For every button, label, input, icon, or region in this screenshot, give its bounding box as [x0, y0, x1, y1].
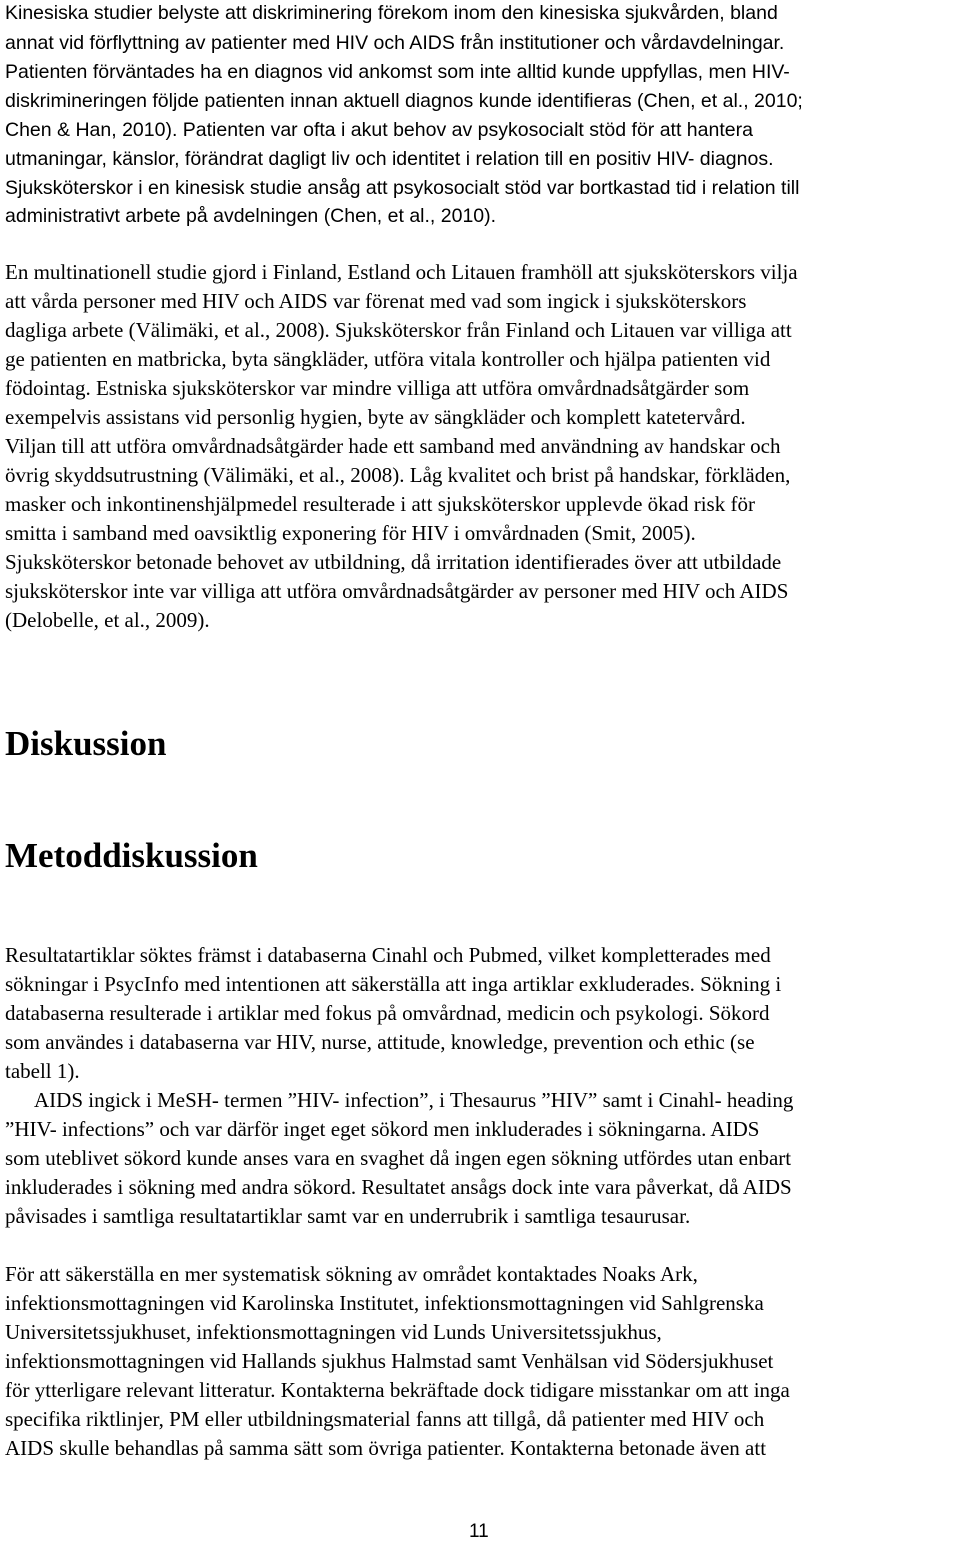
text-line: sjuksköterskor inte var villiga att utföra omvårdnadsåtgärder av personer med HIV och AIDS — [5, 579, 789, 603]
text-line: sökningar i PsycInfo med intentionen att säkerställa att inga artiklar exkluderades. Sökning i — [5, 972, 782, 996]
text-line: för ytterligare relevant litteratur. Kontakterna bekräftade dock tidigare misstankar om att inga — [5, 1378, 790, 1402]
text-line: Sjuksköterskor betonade behovet av utbildning, då irritation identifierades över att utbildade — [5, 550, 782, 574]
text-line: annat vid förflyttning av patienter med HIV och AIDS från institutioner och vårdavdelningar. — [5, 32, 785, 54]
text-line: Kinesiska studier belyste att diskriminering förekom inom den kinesiska sjukvården, bland — [5, 2, 778, 24]
subsection-heading: Metoddiskussion — [5, 836, 258, 875]
text-line: Viljan till att utföra omvårdnadsåtgärder hade ett samband med användning av handskar och — [5, 434, 781, 458]
page-number: 11 — [469, 1521, 489, 1542]
text-line: specifika riktlinjer, PM eller utbildningsmaterial fanns att tillgå, då patienter med HIV och — [5, 1407, 765, 1431]
text-line: AIDS skulle behandlas på samma sätt som övriga patienter. Kontakterna betonade även att — [5, 1436, 767, 1460]
text-line: administrativt arbete på avdelningen (Chen, et al., 2010). — [5, 205, 497, 227]
text-line: att vårda personer med HIV och AIDS var förenat med vad som ingick i sjuksköterskors — [5, 289, 747, 313]
text-line: inkluderades i sökning med andra sökord. Resultatet ansågs dock inte vara påverkat, då AIDS — [5, 1175, 792, 1199]
text-line: tabell 1). — [5, 1059, 80, 1083]
text-line: Patienten förväntades ha en diagnos vid ankomst som inte alltid kunde uppfyllas, men HIV- — [5, 61, 790, 83]
text-line: Universitetssjukhuset, infektionsmottagningen vid Lunds Universitetssjukhus, — [5, 1320, 662, 1344]
text-line: smitta i samband med oavsiktlig exponering för HIV i omvårdnaden (Smit, 2005). — [5, 521, 696, 545]
text-line: födointag. Estniska sjuksköterskor var mindre villiga att utföra omvårdnadsåtgärder som — [5, 376, 750, 400]
text-line: ge patienten en matbricka, byta sängkläder, utföra vitala kontroller och hjälpa patienten vid — [5, 347, 771, 371]
text-line: exempelvis assistans vid personlig hygien, byte av sängkläder och komplett katetervård. — [5, 405, 746, 429]
text-line: Resultatartiklar söktes främst i databaserna Cinahl och Pubmed, vilket kompletterades med — [5, 943, 771, 967]
text-line: som användes i databaserna var HIV, nurse, attitude, knowledge, prevention och ethic (se — [5, 1030, 755, 1054]
text-line: masker och inkontinenshjälpmedel resulterade i att sjuksköterskor upplevde ökad risk för — [5, 492, 755, 516]
text-line: (Delobelle, et al., 2009). — [5, 608, 210, 632]
text-line: dagliga arbete (Välimäki, et al., 2008). Sjuksköterskor från Finland och Litauen var villiga att — [5, 318, 792, 342]
text-line: infektionsmottagningen vid Hallands sjukhus Halmstad samt Venhälsan vid Södersjukhuset — [5, 1349, 774, 1373]
text-line: Chen & Han, 2010). Patienten var ofta i akut behov av psykosocialt stöd för att hantera — [5, 119, 753, 141]
text-line: utmaningar, känslor, förändrat dagligt liv och identitet i relation till en positiv HIV- diagnos. — [5, 148, 774, 170]
text-line: infektionsmottagningen vid Karolinska Institutet, infektionsmottagningen vid Sahlgrenska — [5, 1291, 764, 1315]
section-heading: Diskussion — [5, 724, 167, 763]
text-line: övrig skyddsutrustning (Välimäki, et al., 2008). Låg kvalitet och brist på handskar, förkläden, — [5, 463, 791, 487]
text-line: diskrimineringen följde patienten innan aktuell diagnos kunde identifieras (Chen, et al., 2010; — [5, 90, 803, 112]
text-line: databaserna resulterade i artiklar med fokus på omvårdnad, medicin och psykologi. Sökord — [5, 1001, 770, 1025]
text-line: som uteblivet sökord kunde anses vara en svaghet då ingen egen sökning utfördes utan enbart — [5, 1146, 792, 1170]
text-line: För att säkerställa en mer systematisk sökning av området kontaktades Noaks Ark, — [5, 1262, 698, 1286]
text-line: Sjuksköterskor i en kinesisk studie ansåg att psykosocialt stöd var bortkastad tid i relation till — [5, 177, 800, 199]
text-line: AIDS ingick i MeSH- termen ”HIV- infection”, i Thesaurus ”HIV” samt i Cinahl- heading — [34, 1088, 794, 1112]
text-line: En multinationell studie gjord i Finland, Estland och Litauen framhöll att sjuksköterskors vilja — [5, 260, 798, 284]
text-line: ”HIV- infections” och var därför inget eget sökord men inkluderades i sökningarna. AIDS — [5, 1117, 760, 1141]
text-line: påvisades i samtliga resultatartiklar samt var en underrubrik i samtliga tesaurusar. — [5, 1204, 691, 1228]
